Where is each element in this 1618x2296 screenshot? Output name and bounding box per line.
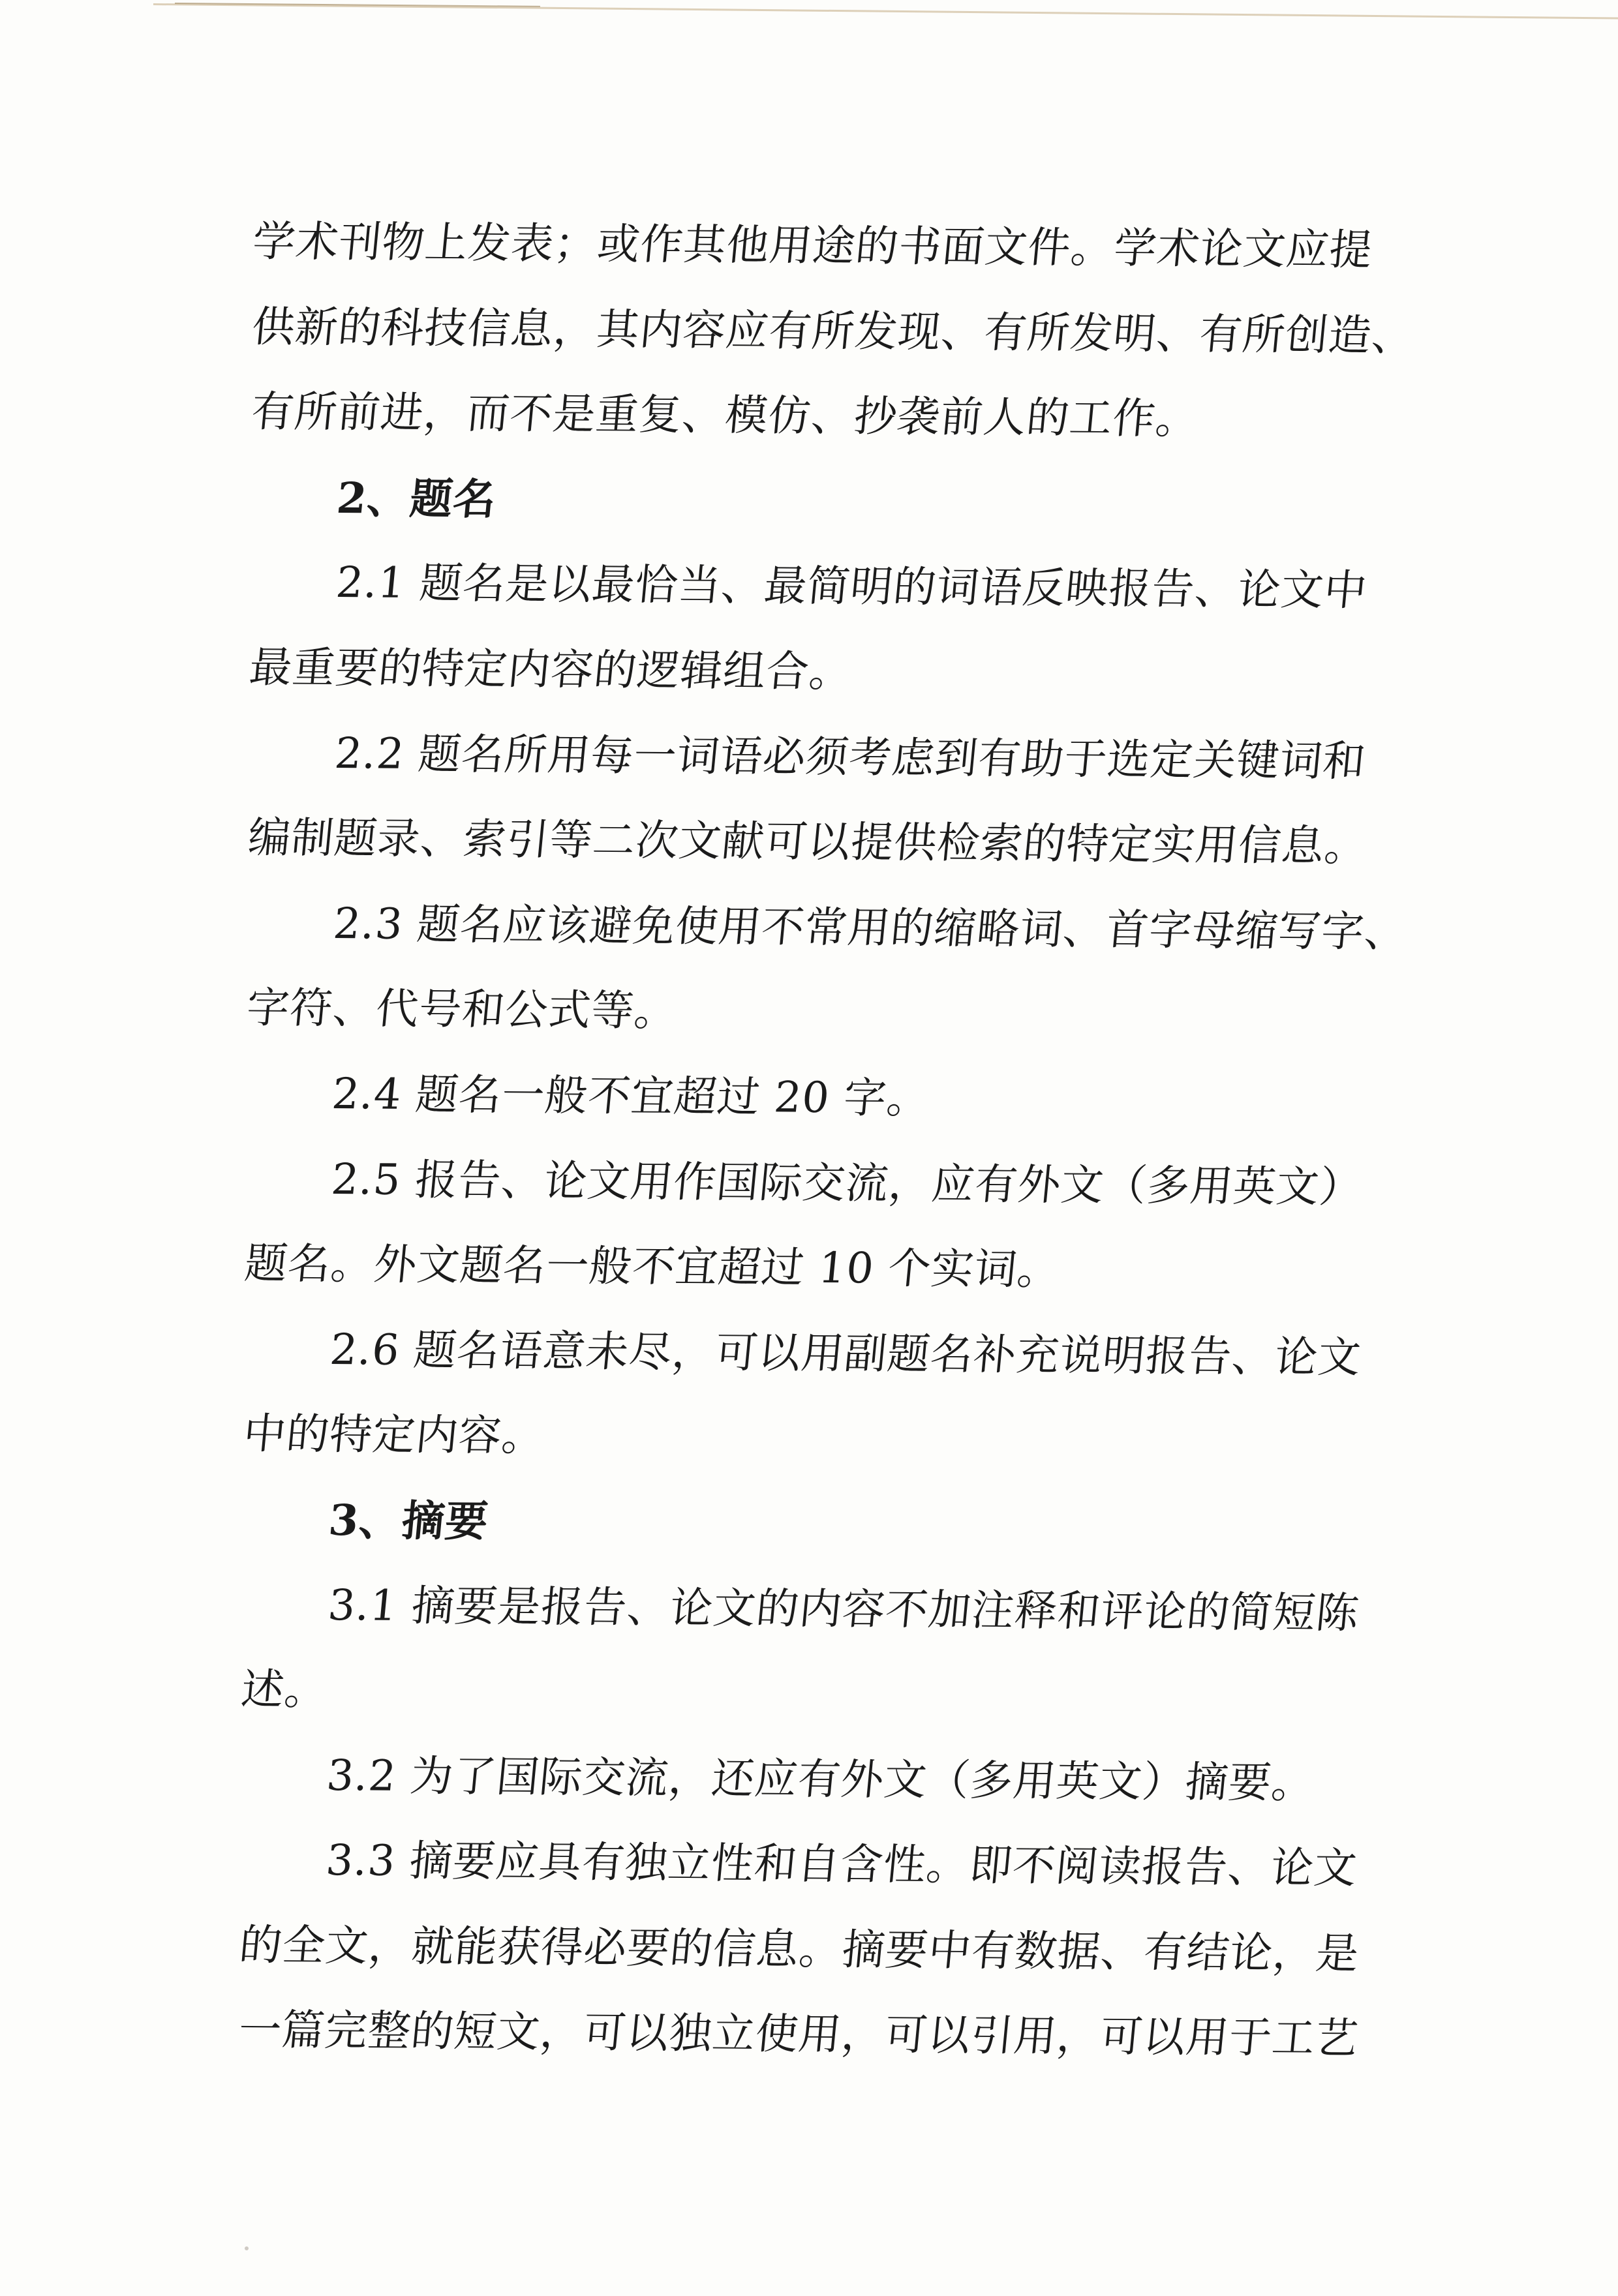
text-line: 3.3 摘要应具有独立性和自含性。即不阅读报告、论文 xyxy=(324,1836,1360,1894)
text-line: 一篇完整的短文，可以独立使用，可以引用，可以用于工艺 xyxy=(236,2006,1361,2064)
text-line: 2.3 题名应该避免使用不常用的缩略词、首字母缩写字、 xyxy=(331,899,1410,957)
text-line: 题名。外文题名一般不宜超过 10 个实词。 xyxy=(242,1239,1063,1295)
text-line: 最重要的特定内容的逻辑组合。 xyxy=(247,642,855,697)
text-line: 2.1 题名是以最恰当、最简明的词语反映报告、论文中 xyxy=(333,558,1370,616)
section-heading: 2、题名 xyxy=(334,473,499,524)
text-line: 3.1 摘要是报告、论文的内容不加注释和评论的简短陈 xyxy=(326,1580,1362,1638)
text-line: 供新的科技信息，其内容应有所发现、有所发明、有所创造、 xyxy=(249,302,1418,361)
text-line: 2.5 报告、论文用作国际交流，应有外文（多用英文） xyxy=(329,1155,1365,1212)
text-line: 字符、代号和公式等。 xyxy=(244,984,680,1036)
document-text-block xyxy=(238,200,1421,2083)
text-line: 中的特定内容。 xyxy=(241,1410,547,1461)
text-line: 2.2 题名所用每一词语必须考虑到有助于选定关键词和 xyxy=(332,729,1368,786)
text-line: 2.4 题名一般不宜超过 20 字。 xyxy=(329,1069,932,1124)
text-line: 3.2 为了国际交流，还应有外文（多用英文）摘要。 xyxy=(324,1751,1317,1808)
text-line: 有所前进，而不是重复、模仿、抄袭前人的工作。 xyxy=(249,387,1202,444)
text-line: 述。 xyxy=(239,1665,330,1715)
text-line: 学术刊物上发表；或作其他用途的书面文件。学术论文应提 xyxy=(250,217,1375,275)
text-line: 的全文，就能获得必要的信息。摘要中有数据、有结论，是 xyxy=(237,1920,1362,1979)
text-line: 2.6 题名语意未尽，可以用副题名补充说明报告、论文 xyxy=(328,1325,1364,1383)
text-line: 编制题录、索引等二次文献可以提供检索的特定实用信息。 xyxy=(245,813,1370,871)
scan-speck xyxy=(245,2246,249,2250)
section-heading: 3、摘要 xyxy=(326,1495,491,1547)
scan-edge-artifact xyxy=(153,3,1618,20)
